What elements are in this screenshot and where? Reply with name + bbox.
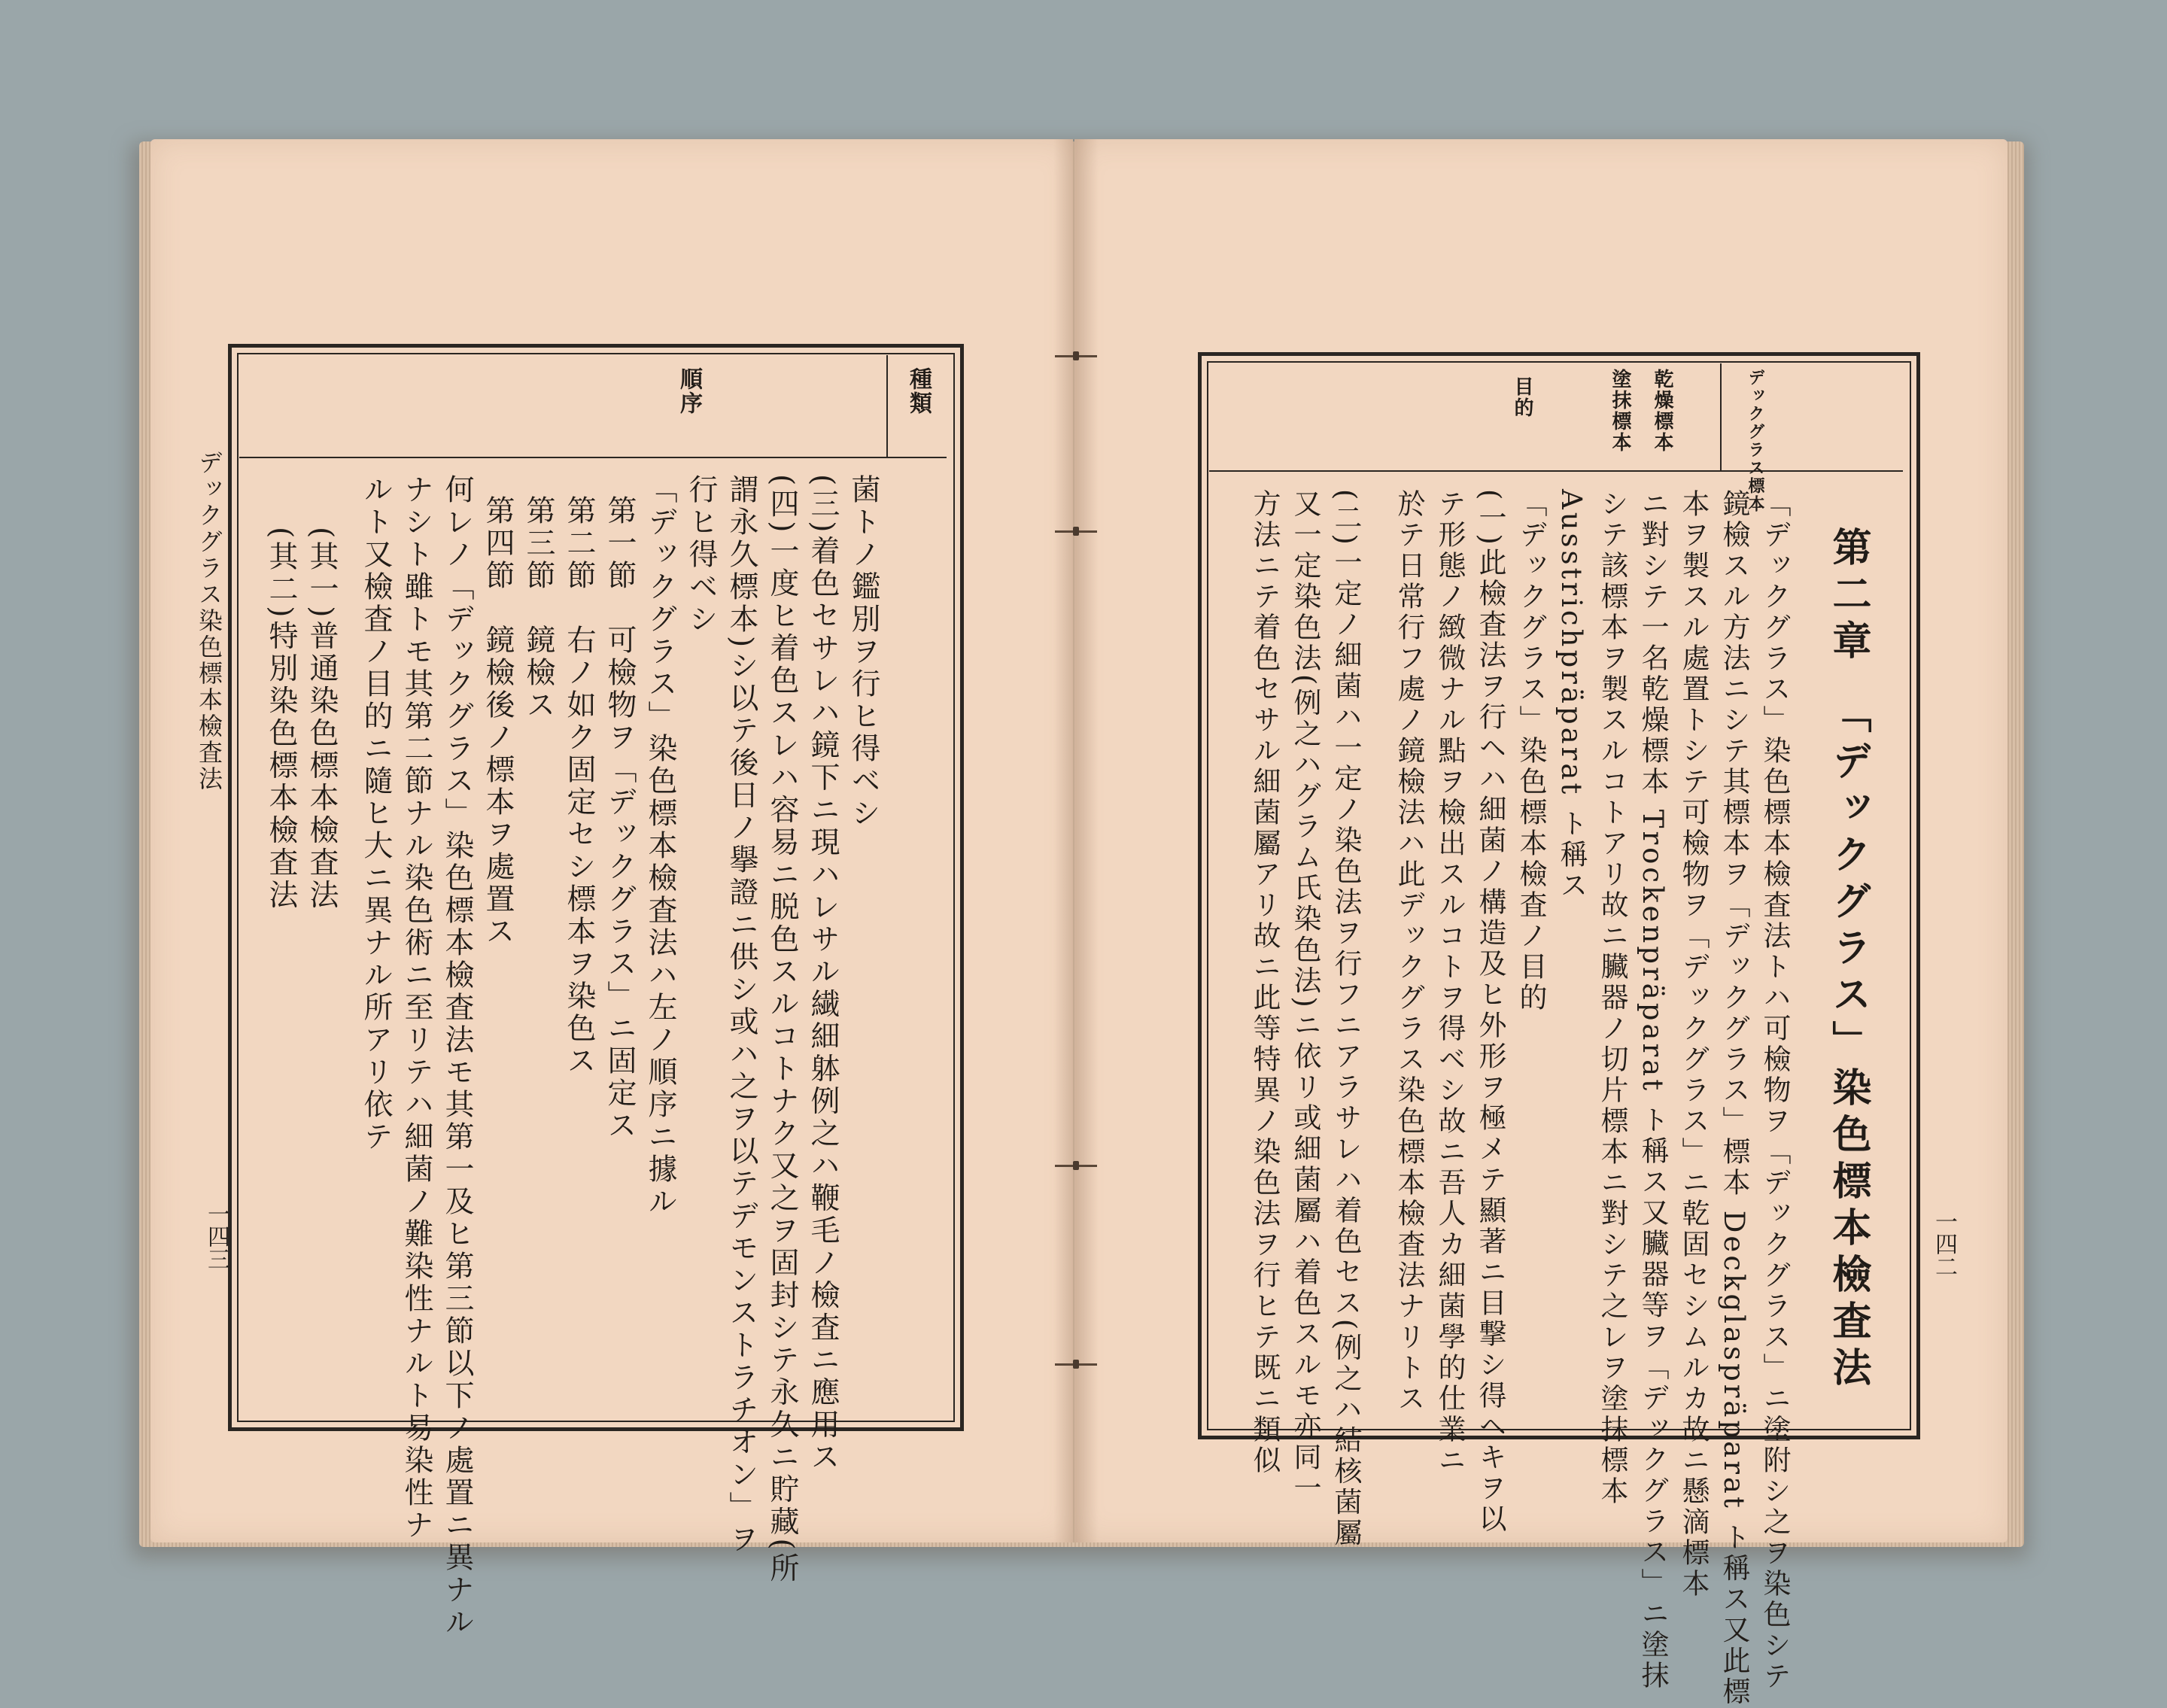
table-header: 目的 (1511, 376, 1533, 418)
text-line: 第三節 鏡檢ス (521, 495, 555, 722)
text-line: Ausstrichpräparat ト稱ス (1555, 489, 1588, 902)
text-line: シテ該標本ヲ製スルコトアリ故ニ臟器ノ切片標本ニ對シテ之レヲ塗抹標本 (1596, 489, 1628, 1507)
table-header: 乾燥標本 (1651, 369, 1673, 453)
binding-stitch (1055, 1363, 1097, 1366)
text-line: 謂永久標本)シ以テ後日ノ擧證ニ供シ或ハ之ヲ以テデモンストラチオン」ヲ (725, 474, 758, 1557)
table-header: デックグラス標本 (1746, 369, 1765, 513)
text-line: 第一節 可檢物ヲ「デックグラス」ニ固定ス (603, 495, 637, 1142)
text-line: (一)此檢査法ヲ行ヘハ細菌ノ構造及ヒ外形ヲ極メテ顯著ニ目撃シ得ヘキヲ以 (1474, 489, 1506, 1535)
binding-stitch (1055, 1165, 1097, 1167)
header-rule (1209, 470, 1903, 472)
header-divider (1720, 363, 1722, 470)
text-line: (三)着色セサレハ鏡下ニ現ハレサル繊細躰例之ハ鞭毛ノ檢査ニ應用ス (806, 474, 840, 1474)
text-line: 行ヒ得ベシ (684, 474, 718, 636)
text-line: 鏡檢スル方法ニシテ其標本ヲ「デックグラス」標本 Deckglaspräparat ト稱ス又此標 (1718, 489, 1750, 1708)
header-divider (886, 355, 888, 457)
running-header: デックグラス染色標本檢査法 (195, 450, 223, 792)
text-line: 「デックグラス」染色標本檢査法トハ可檢物ヲ「デックグラス」ニ塗附シ之ヲ染色シテ (1758, 489, 1791, 1692)
text-line: 「デックグラス」染色標本檢査法ハ左ノ順序ニ據ル (643, 474, 677, 1218)
text-line: 第二節 右ノ如ク固定セシ標本ヲ染色ス (562, 495, 596, 1077)
text-line: テ形態ノ緻微ナル點ヲ檢出スルコトヲ得ベシ故ニ吾人カ細菌學的仕業ニ (1433, 489, 1466, 1476)
chapter-title: 第二章 「デックグラス」染色標本檢査法 (1825, 527, 1871, 1393)
text-line: 菌トノ鑑別ヲ行ヒ得ベシ (846, 474, 880, 830)
text-line: 又一定染色法(例之ハグラム氏染色法)ニ依リ或細菌屬ハ着色スルモ亦同一 (1289, 489, 1321, 1504)
text-line: (四)一度ヒ着色スレハ容易ニ脱色スルコトナク又之ヲ固封シテ永久ニ貯藏(所 (765, 474, 799, 1585)
text-line: 方法ニテ着色セサル細菌屬アリ故ニ此等特異ノ染色法ヲ行ヒテ既ニ類似 (1248, 489, 1281, 1476)
table-header-kind: 種類 (905, 367, 932, 415)
text-line: 「デックグラス」染色標本檢査ノ目的 (1515, 489, 1547, 1014)
binding-stitch (1055, 355, 1097, 357)
text-line: 第四節 鏡檢後ノ標本ヲ處置ス (481, 495, 515, 948)
binding-stitch (1055, 530, 1097, 533)
header-rule (239, 457, 947, 458)
text-line: 何レノ「デックグラス」染色標本檢査法モ其第一及ヒ第三節以下ノ處置ニ異ナル (440, 474, 474, 1639)
page-number: 一四三 (203, 1202, 229, 1270)
text-line: (二)一定ノ細菌ハ一定ノ染色法ヲ行フニアラサレハ着色セス(例之ハ結核菌屬 (1330, 489, 1362, 1549)
table-header: 塗抹標本 (1609, 369, 1631, 453)
book-gutter (1053, 139, 1099, 1542)
page-number: 一四二 (1931, 1210, 1957, 1278)
text-line: ルト又檢査ノ目的ニ隨ヒ大ニ異ナル所アリ依テ (359, 474, 393, 1153)
text-line: ナシト雖トモ其第二節ナル染色術ニ至リテハ細菌ノ難染性ナルト易染性ナ (400, 474, 433, 1542)
text-line: 本ヲ製スル處置トシテ可檢物ヲ「デックグラス」ニ乾固セシムルカ故ニ懸滴標本 (1677, 489, 1710, 1600)
table-header-order: 順序 (676, 367, 702, 415)
text-line: (其一)普通染色標本檢査法 (305, 527, 339, 912)
text-line: (其二)特別染色標本檢査法 (264, 527, 298, 912)
text-line: ニ對シテ一名乾燥標本 Trockenpräparat ト稱ス又臟器等ヲ「デックグラス」ニ塗抹 (1637, 489, 1669, 1691)
text-line: 於テ日常行フ處ノ鏡檢法ハ此デックグラス染色標本檢査法ナリトス (1393, 489, 1425, 1415)
